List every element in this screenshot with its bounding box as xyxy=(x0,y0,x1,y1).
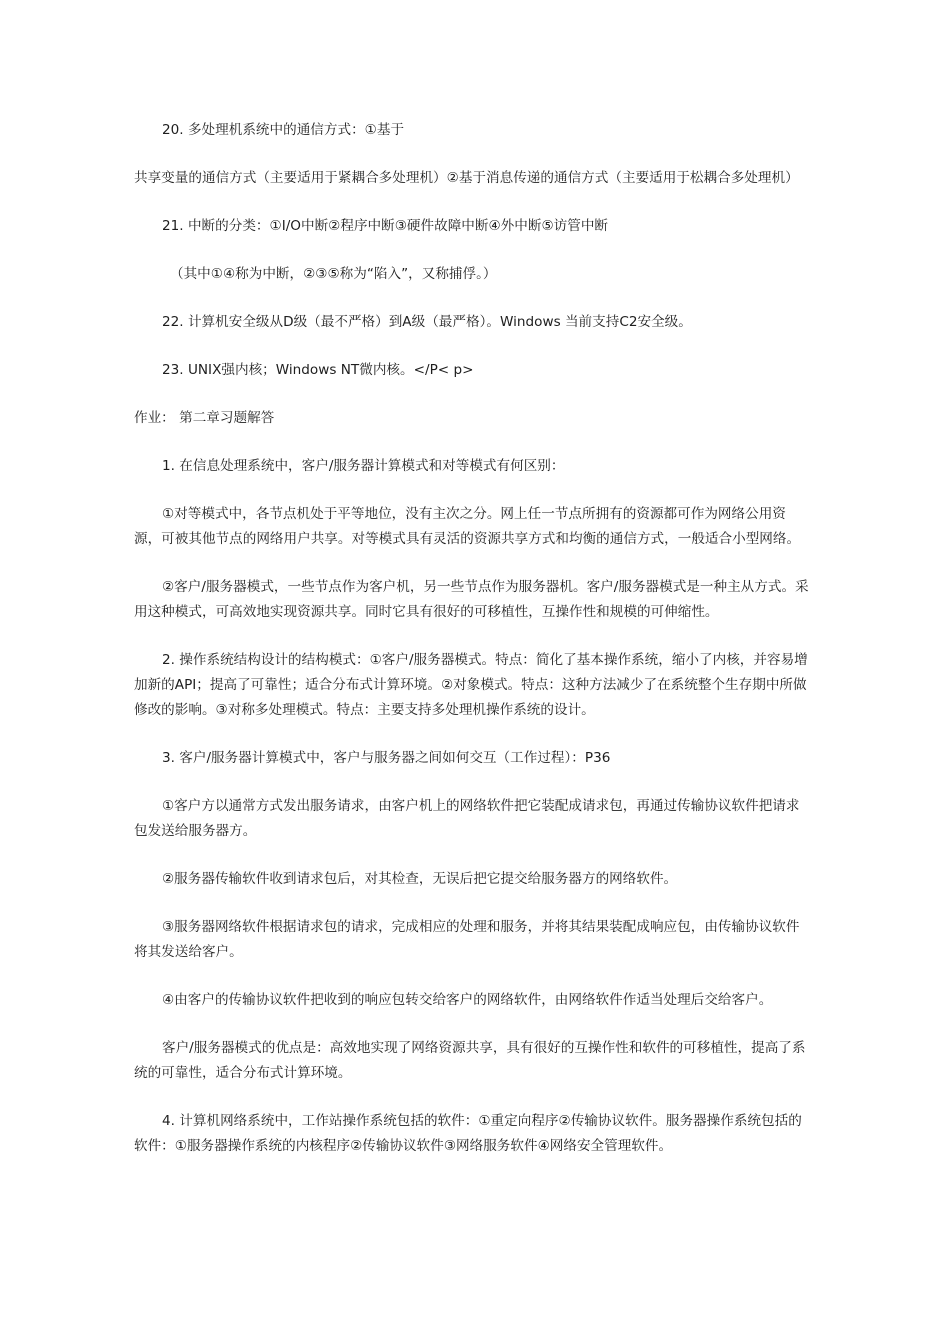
item-23-kernels: 23. UNIX强内核；Windows NT微内核。</P< p> xyxy=(162,362,474,378)
answer-3-step-1: ①客户方以通常方式发出服务请求，由客户机上的网络软件把它装配成请求包，再通过传输协议软件把请求包发送给服务器方。 xyxy=(134,798,800,839)
answer-3-step-3: ③服务器网络软件根据请求包的请求，完成相应的处理和服务，并将其结果装配成响应包，由传输协议软件将其发送给客户。 xyxy=(134,919,800,960)
answer-3-step-2: ②服务器传输软件收到请求包后，对其检查，无误后把它提交给服务器方的网络软件。 xyxy=(162,871,678,887)
question-4: 4. 计算机网络系统中，工作站操作系统包括的软件：①重定向程序②传输协议软件。服务器操作系统包括的软件：①服务器操作系统的内核程序②传输协议软件③网络服务软件④网络安全管理软件。 xyxy=(134,1113,802,1154)
item-20-intro: 20. 多处理机系统中的通信方式：①基于 xyxy=(162,122,405,138)
answer-3-advantages: 客户/服务器模式的优点是：高效地实现了网络资源共享，具有很好的互操作性和软件的可移植性，提高了系统的可靠性，适合分布式计算环境。 xyxy=(134,1040,806,1081)
answer-3-step-4: ④由客户的传输协议软件把收到的响应包转交给客户的网络软件，由网络软件作适当处理后交给客户。 xyxy=(162,992,773,1008)
question-2: 2. 操作系统结构设计的结构模式：①客户/服务器模式。特点：简化了基本操作系统，缩小了内核，并容易增加新的API；提高了可靠性；适合分布式计算环境。②对象模式。特点：这种方法减少了在系统整个生存期中所做修改的影响。③对称多处理模式。特点：主要支持多处理机操作系统的设计。 xyxy=(134,652,808,718)
item-20-body: 共享变量的通信方式（主要适用于紧耦合多处理机）②基于消息传递的通信方式（主要适用于松耦合多处理机） xyxy=(134,170,799,186)
question-3: 3. 客户/服务器计算模式中，客户与服务器之间如何交互（工作过程）：P36 xyxy=(162,750,611,766)
homework-heading: 作业： 第二章习题解答 xyxy=(134,410,275,426)
answer-1-client-server-mode: ②客户/服务器模式，一些节点作为客户机，另一些节点作为服务器机。客户/服务器模式是一种主从方式。采用这种模式，可高效地实现资源共享。同时它具有很好的可移植性，互操作性和规模的可伸缩性。 xyxy=(134,579,809,620)
question-1: 1. 在信息处理系统中，客户/服务器计算模式和对等模式有何区别： xyxy=(162,458,565,474)
item-21-interrupt-types: 21. 中断的分类：①I/O中断②程序中断③硬件故障中断④外中断⑤访管中断 xyxy=(162,218,609,234)
item-22-security-levels: 22. 计算机安全级从D级（最不严格）到A级（最严格）。Windows 当前支持C2安全级。 xyxy=(162,314,692,330)
item-21-note: （其中①④称为中断，②③⑤称为“陷入”，又称捕俘。） xyxy=(170,266,497,282)
answer-1-peer-mode: ①对等模式中，各节点机处于平等地位，没有主次之分。网上任一节点所拥有的资源都可作为网络公用资源，可被其他节点的网络用户共享。对等模式具有灵活的资源共享方式和均衡的通信方式，一般适合小型网络。 xyxy=(134,506,801,547)
document-page xyxy=(134,118,810,1182)
